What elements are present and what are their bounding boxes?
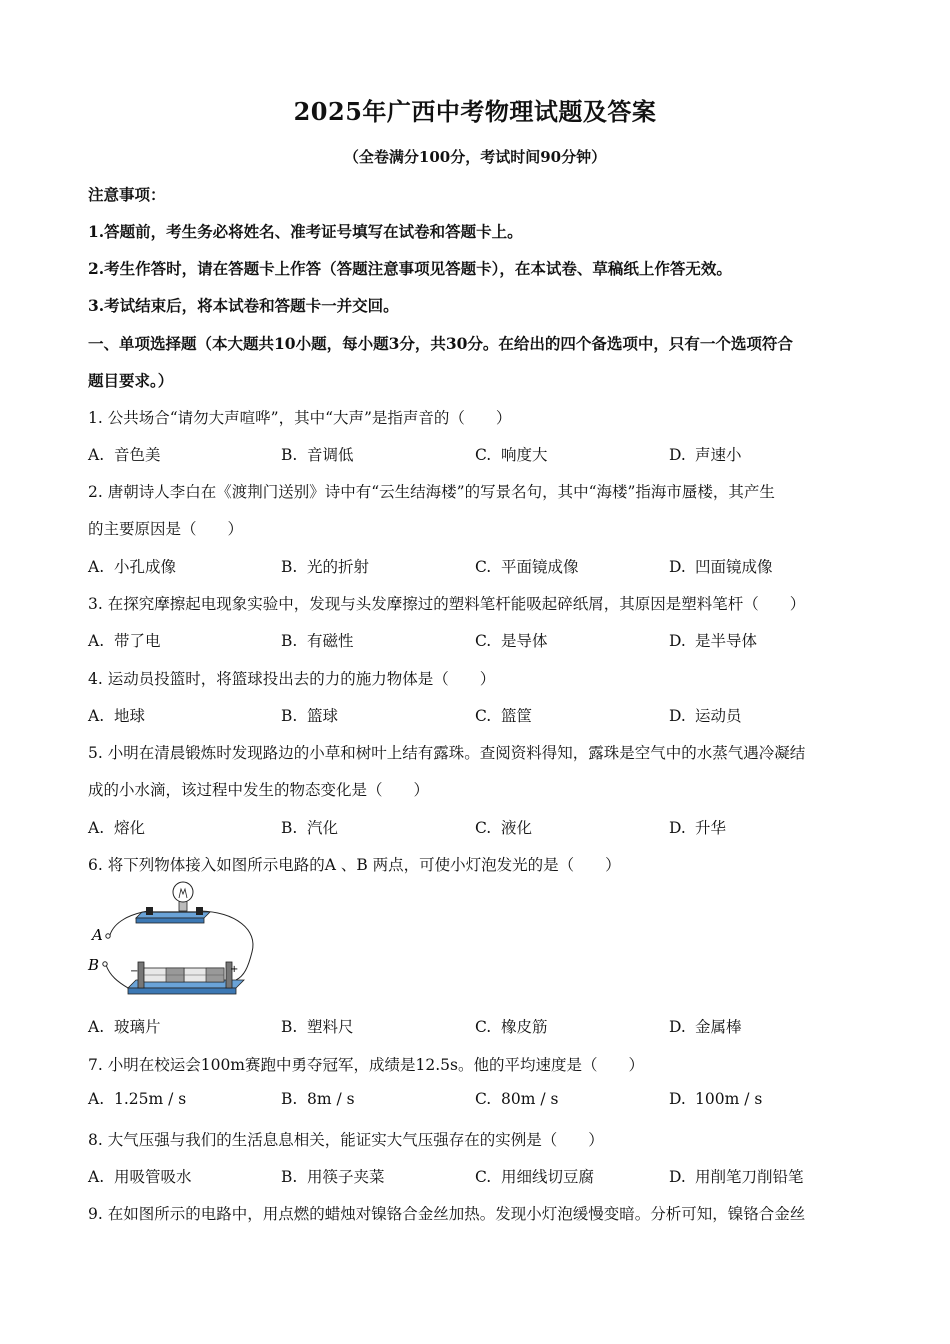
label-b: B: [88, 956, 100, 974]
option-c: C. 橡皮筋: [475, 1018, 548, 1036]
option-b: B. 篮球: [281, 707, 339, 725]
question-8-options: [88, 1165, 868, 1187]
question-2-stem: 2. 唐朝诗人李白在《渡荆门送别》诗中有“云生结海楼”的写景名句，其中“海楼”指海市蜃楼，其产生: [88, 483, 775, 501]
option-d: D. 运动员: [669, 707, 742, 725]
section-1-heading: 一、单项选择题（本大题共10小题，每小题3分，共30分。在给出的四个备选项中，只有一个选项符合: [88, 334, 793, 353]
option-a: A. 地球: [88, 707, 146, 725]
bulb-board: [136, 907, 210, 923]
option-b: B. 音调低: [281, 446, 354, 464]
question-4-stem: 4. 运动员投篮时，将篮球投出去的力的施力物体是（ ）: [88, 670, 496, 688]
option-a: A. 玻璃片: [88, 1018, 161, 1036]
option-c: C. 平面镜成像: [475, 558, 579, 576]
option-d: D. 声速小: [669, 446, 742, 464]
question-2-options: [88, 555, 868, 577]
question-6-stem: 6. 将下列物体接入如图所示电路的A 、B 两点，可使小灯泡发光的是（ ）: [88, 856, 621, 874]
notice-heading: 注意事项：: [88, 185, 166, 204]
option-a: A. 1.25m / s: [88, 1090, 187, 1108]
option-a: A. 熔化: [88, 819, 146, 837]
option-c: C. 是导体: [475, 632, 548, 650]
option-a: A. 带了电: [88, 632, 161, 650]
option-b: B. 光的折射: [281, 558, 370, 576]
option-d: D. 100m / s: [669, 1090, 763, 1108]
option-c: C. 用细线切豆腐: [475, 1168, 595, 1186]
page-subtitle: （全卷满分100分，考试时间90分钟）: [343, 148, 607, 166]
question-7-options: [88, 1090, 868, 1112]
option-b: B. 用筷子夹菜: [281, 1168, 385, 1186]
option-c: C. 篮筐: [475, 707, 533, 725]
light-bulb-icon: [173, 882, 193, 911]
question-1-options: [88, 443, 868, 465]
terminal-b: [103, 962, 107, 966]
question-6-options: [88, 1015, 868, 1037]
option-b: B. 汽化: [281, 819, 339, 837]
option-a: A. 小孔成像: [88, 558, 177, 576]
question-7-stem: 7. 小明在校运会100m赛跑中勇夺冠军，成绩是12.5s。他的平均速度是（ ）: [88, 1056, 644, 1074]
label-a: A: [92, 926, 103, 944]
question-9-stem: 9. 在如图所示的电路中，用点燃的蜡烛对镍铬合金丝加热。发现小灯泡缓慢变暗。分析可知，镍铬合金丝: [88, 1205, 806, 1223]
question-4-options: [88, 704, 868, 726]
option-b: B. 有磁性: [281, 632, 354, 650]
question-1-stem: 1. 公共场合“请勿大声喧哗”，其中“大声”是指声音的（ ）: [88, 409, 512, 427]
option-a: A. 用吸管吸水: [88, 1168, 192, 1186]
option-d: D. 金属棒: [669, 1018, 742, 1036]
option-c: C. 响度大: [475, 446, 548, 464]
option-a: A. 音色美: [88, 446, 161, 464]
notice-1: 1.答题前，考生务必将姓名、准考证号填写在试卷和答题卡上。: [88, 222, 523, 241]
option-b: B. 塑料尺: [281, 1018, 354, 1036]
question-5-options: [88, 816, 868, 838]
battery-plus: +: [230, 964, 239, 975]
wire-b: [106, 965, 128, 988]
battery-minus: −: [130, 966, 139, 977]
question-3-options: [88, 629, 868, 651]
question-3-stem: 3. 在探究摩擦起电现象实验中，发现与头发摩擦过的塑料笔杆能吸起碎纸屑，其原因是塑料笔杆（ ）: [88, 595, 806, 613]
notice-2: 2.考生作答时，请在答题卡上作答（答题注意事项见答题卡），在本试卷、草稿纸上作答无效。: [88, 259, 732, 278]
battery-holder: [128, 962, 244, 994]
option-d: D. 用削笔刀削铅笔: [669, 1168, 804, 1186]
question-8-stem: 8. 大气压强与我们的生活息息相关，能证实大气压强存在的实例是（ ）: [88, 1131, 604, 1149]
option-d: D. 凹面镜成像: [669, 558, 773, 576]
option-d: D. 升华: [669, 819, 727, 837]
option-c: C. 80m / s: [475, 1090, 559, 1108]
question-5-stem-cont: 成的小水滴，该过程中发生的物态变化是（ ）: [88, 781, 430, 799]
option-d: D. 是半导体: [669, 632, 758, 650]
question-5-stem: 5. 小明在清晨锻炼时发现路边的小草和树叶上结有露珠。查阅资料得知，露珠是空气中的水蒸气遇冷凝结: [88, 744, 806, 762]
question-2-stem-cont: 的主要原因是（ ）: [88, 520, 244, 538]
notice-3: 3.考试结束后，将本试卷和答题卡一并交回。: [88, 296, 399, 315]
section-1-heading-cont: 题目要求。）: [88, 371, 174, 390]
option-c: C. 液化: [475, 819, 533, 837]
option-b: B. 8m / s: [281, 1090, 355, 1108]
page-title: 2025年广西中考物理试题及答案: [293, 97, 657, 126]
circuit-figure: [86, 876, 258, 1006]
terminal-a: [106, 934, 110, 938]
